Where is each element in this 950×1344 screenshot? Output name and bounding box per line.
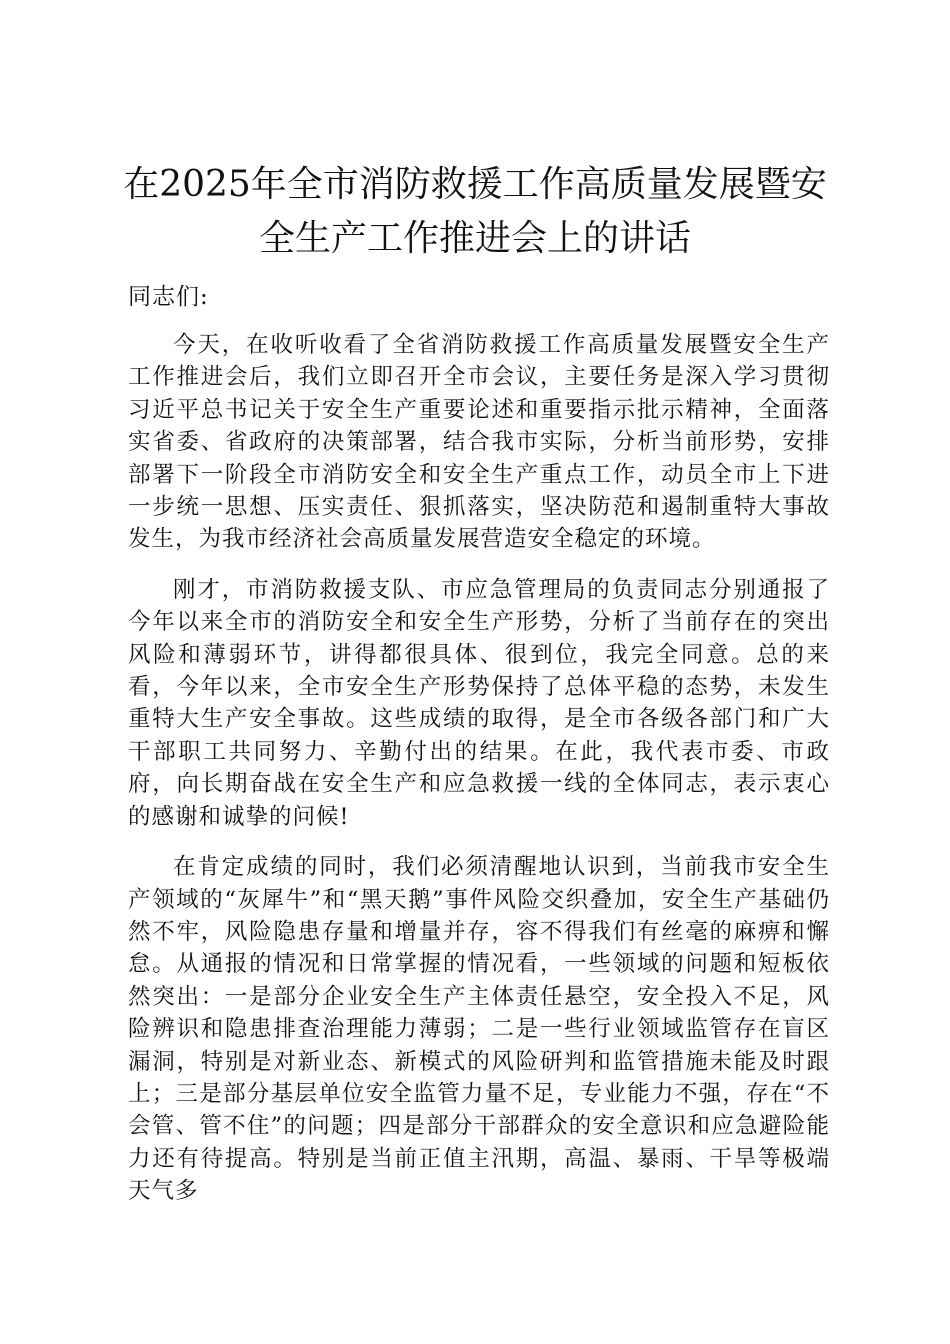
body-paragraph-1: 今天，在收听收看了全省消防救援工作高质量发展暨安全生产工作推进会后，我们立即召开全市会议，主要任务是深入学习贯彻习近平总书记关于安全生产重要论述和重要指示批示精神，全面落实省委、省政府的决策部署，结合我市实际，分析当前形势，安排部署下一阶段全市消防安全和安全生产重点工作，动员全市上下进一步统一思想、压实责任、狠抓落实，坚决防范和遏制重特大事故发生，为我市经济社会高质量发展营造安全稳定的环境。 (128, 332, 830, 553)
document-body (128, 329, 830, 1226)
body-paragraph-2: 刚才，市消防救援支队、市应急管理局的负责同志分别通报了今年以来全市的消防安全和安全生产形势，分析了当前存在的突出风险和薄弱环节，讲得都很具体、很到位，我完全同意。总的来看，今年以来，全市安全生产形势保持了总体平稳的态势，未发生重特大生产安全事故。这些成绩的取得，是全市各级各部门和广大干部职工共同努力、辛勤付出的结果。在此，我代表市委、市政府，向长期奋战在安全生产和应急救援一线的全体同志，表示衷心的感谢和诚挚的问候! (128, 576, 830, 830)
document-title: 在2025年全市消防救援工作高质量发展暨安全生产工作推进会上的讲话 (123, 164, 827, 259)
body-paragraph-3: 在肯定成绩的同时，我们必须清醒地认识到，当前我市安全生产领域的“灰犀牛”和“黑天鹅”事件风险交织叠加，安全生产基础仍然不牢，风险隐患存量和增量并存，容不得我们有丝毫的麻痹和懈怠。从通报的情况和日常掌握的情况看，一些领域的问题和短板依然突出：一是部分企业安全生产主体责任悬空，安全投入不足，风险辨识和隐患排查治理能力薄弱；二是一些行业领域监管存在盲区漏洞，特别是对新业态、新模式的风险研判和监管措施未能及时跟上；三是部分基层单位安全监管力量不足，专业能力不强，存在“不会管、管不住”的问题；四是部分干部群众的安全意识和应急避险能力还有待提高。特别是当前正值主汛期，高温、暴雨、干旱等极端天气多 (128, 854, 830, 1205)
salutation: 同志们: (128, 284, 209, 310)
